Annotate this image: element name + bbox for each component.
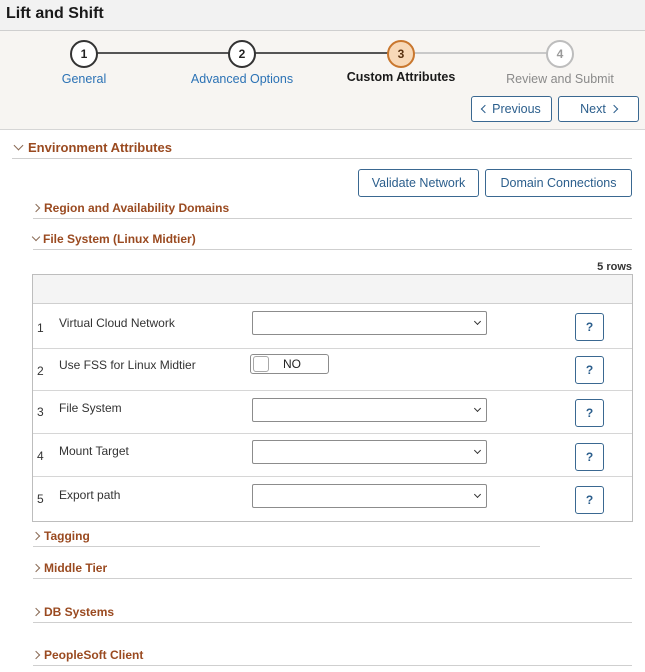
previous-label: Previous: [492, 102, 541, 116]
rows-count: 5 rows: [597, 261, 632, 273]
chevron-down-icon: [32, 233, 40, 241]
page-header: [0, 0, 645, 31]
middle-tier-header[interactable]: [33, 561, 632, 579]
region-availability-header[interactable]: [33, 201, 632, 219]
step-label[interactable]: Advanced Options: [190, 72, 294, 86]
virtual-cloud-network-select[interactable]: [252, 311, 487, 335]
environment-attributes-header[interactable]: [12, 140, 632, 159]
table-row: [33, 434, 632, 477]
section-title: Middle Tier: [44, 561, 108, 575]
help-button[interactable]: ?: [575, 443, 604, 471]
chevron-right-icon: [32, 532, 40, 540]
chevron-right-icon: [610, 105, 618, 113]
chevron-right-icon: [32, 608, 40, 616]
row-number: 5: [37, 492, 44, 506]
help-button[interactable]: ?: [575, 399, 604, 427]
table-row: [33, 391, 632, 434]
section-title: File System (Linux Midtier): [43, 232, 196, 246]
use-fss-toggle[interactable]: [250, 354, 329, 374]
row-label: Mount Target: [59, 444, 129, 458]
row-label: Use FSS for Linux Midtier: [59, 358, 196, 372]
file-system-grid: [32, 274, 633, 522]
chevron-down-icon: [14, 141, 24, 151]
row-label: File System: [59, 401, 122, 415]
step-label: Custom Attributes: [346, 70, 456, 84]
row-number: 4: [37, 449, 44, 463]
step-circle: 3: [387, 40, 415, 68]
chevron-left-icon: [481, 105, 489, 113]
train-connector: [84, 52, 242, 54]
row-label: Virtual Cloud Network: [59, 316, 175, 330]
row-number: 3: [37, 405, 44, 419]
step-label[interactable]: General: [61, 72, 107, 86]
section-title: DB Systems: [44, 605, 115, 619]
help-button[interactable]: ?: [575, 486, 604, 514]
page-title: Lift and Shift: [6, 5, 104, 22]
peoplesoft-client-header[interactable]: [33, 648, 632, 666]
table-row: [33, 349, 632, 391]
chevron-right-icon: [32, 651, 40, 659]
table-row: [33, 477, 632, 521]
file-system-header[interactable]: [33, 232, 632, 250]
chevron-down-icon: [474, 318, 481, 325]
train-connector: [242, 52, 400, 54]
section-title: Environment Attributes: [28, 140, 172, 155]
chevron-down-icon: [474, 405, 481, 412]
row-number: 2: [37, 364, 44, 378]
step-circle: 4: [546, 40, 574, 68]
toggle-knob: [253, 356, 269, 372]
chevron-right-icon: [32, 204, 40, 212]
help-button[interactable]: ?: [575, 356, 604, 384]
mount-target-select[interactable]: [252, 440, 487, 464]
train-connector: [400, 52, 560, 54]
db-systems-header[interactable]: [33, 605, 632, 623]
help-button[interactable]: ?: [575, 313, 604, 341]
export-path-select[interactable]: [252, 484, 487, 508]
previous-button[interactable]: [471, 96, 552, 122]
step-label: Review and Submit: [506, 72, 614, 86]
grid-header: [33, 275, 632, 304]
toggle-value: NO: [283, 357, 301, 371]
validate-network-button[interactable]: Validate Network: [358, 169, 479, 197]
step-circle[interactable]: 1: [70, 40, 98, 68]
table-row: [33, 304, 632, 349]
chevron-right-icon: [32, 564, 40, 572]
section-title: Tagging: [44, 529, 90, 543]
next-label: Next: [580, 102, 606, 116]
chevron-down-icon: [474, 491, 481, 498]
file-system-select[interactable]: [252, 398, 487, 422]
step-circle[interactable]: 2: [228, 40, 256, 68]
section-title: Region and Availability Domains: [44, 201, 230, 215]
tagging-header[interactable]: [33, 529, 540, 547]
chevron-down-icon: [474, 447, 481, 454]
row-label: Export path: [59, 488, 121, 502]
row-number: 1: [37, 321, 44, 335]
domain-connections-button[interactable]: Domain Connections: [485, 169, 632, 197]
next-button[interactable]: [558, 96, 639, 122]
section-title: PeopleSoft Client: [44, 648, 144, 662]
